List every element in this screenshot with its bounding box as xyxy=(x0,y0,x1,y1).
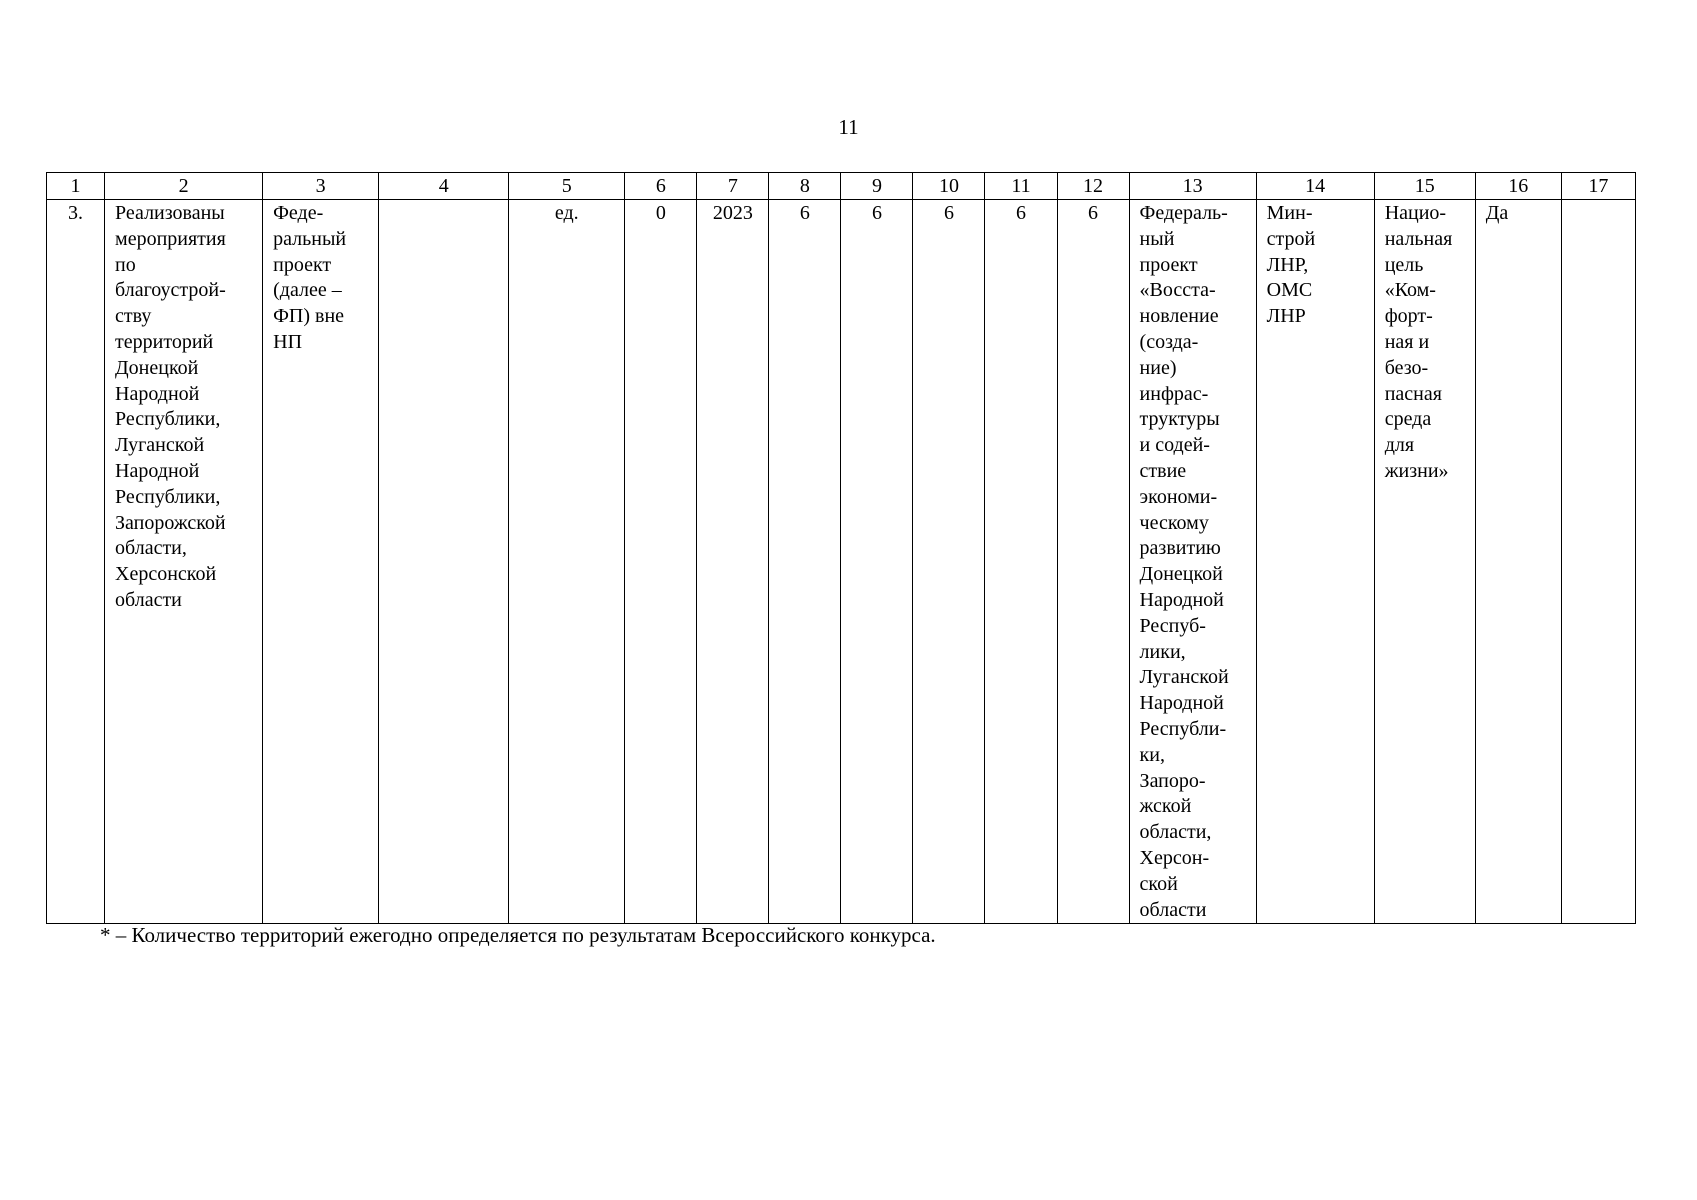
cell-result-name xyxy=(105,200,263,924)
cell-value-10 xyxy=(913,200,985,924)
cell-national-goal xyxy=(1374,200,1475,924)
column-header: 5 xyxy=(509,173,625,200)
cell-base-value xyxy=(625,200,697,924)
value-12-text: 6 xyxy=(1088,202,1099,224)
cell-row-number xyxy=(47,200,105,924)
cell-value-11 xyxy=(985,200,1057,924)
column-header: 10 xyxy=(913,173,985,200)
cell-unit xyxy=(509,200,625,924)
column-header: 3 xyxy=(263,173,379,200)
column-header: 11 xyxy=(985,173,1057,200)
column-header: 6 xyxy=(625,173,697,200)
cell-base-year xyxy=(697,200,769,924)
cell-federal-project xyxy=(1129,200,1256,924)
cell-responsible xyxy=(1256,200,1374,924)
page-number: 11 xyxy=(838,115,859,139)
column-header: 17 xyxy=(1561,173,1635,200)
responsible-text: Мин- строй ЛНР, ОМС ЛНР xyxy=(1266,202,1316,328)
value-8-text: 6 xyxy=(799,202,810,224)
cell-value-9 xyxy=(841,200,913,924)
table-row xyxy=(47,200,1636,924)
value-9-text: 6 xyxy=(871,202,882,224)
column-header: 15 xyxy=(1374,173,1475,200)
column-header: 7 xyxy=(697,173,769,200)
federal-project-text: Федераль- ный проект «Восста- новление (созда- ние) инфрас- труктуры и содей- ствие экономи- ческому развитию Донецкой Народной Респуб- лики, Луганской Народной Республи- ки, Запоро- жской области, Херсон- ской области xyxy=(1139,202,1229,921)
footnote: * – Количество территорий ежегодно определяется по результатам Всероссийского конкурса. xyxy=(100,923,936,947)
unit-text: ед. xyxy=(554,202,579,224)
cell-column-17 xyxy=(1561,200,1635,924)
column-header: 14 xyxy=(1256,173,1374,200)
cell-column-4 xyxy=(379,200,509,924)
value-11-text: 6 xyxy=(1016,202,1026,224)
column-header: 12 xyxy=(1057,173,1129,200)
cell-value-12 xyxy=(1057,200,1129,924)
column-header: 8 xyxy=(769,173,841,200)
cell-column-16 xyxy=(1475,200,1561,924)
column-header: 13 xyxy=(1129,173,1256,200)
national-goal-text: Нацио- нальная цель «Ком- форт- ная и безо- пасная среда для жизни» xyxy=(1384,202,1453,482)
row-number-text: 3. xyxy=(68,202,84,224)
value-10-text: 6 xyxy=(943,202,954,224)
base-value-text: 0 xyxy=(655,202,666,224)
indicators-table xyxy=(46,172,1636,924)
column-header: 1 xyxy=(47,173,105,200)
base-year-text: 2023 xyxy=(712,202,753,224)
cell-value-8 xyxy=(769,200,841,924)
project-type-text: Феде- ральный проект (далее – ФП) вне НП xyxy=(273,202,347,353)
column-header: 2 xyxy=(105,173,263,200)
column-header: 4 xyxy=(379,173,509,200)
result-name-text: Реализованы мероприятия по благоустрой- ству территорий Донецкой Народной Республики, Луганской Народной Республики, Запорожской области, Херсонской области xyxy=(115,202,226,611)
column-16-text: Да xyxy=(1485,202,1509,224)
column-header: 16 xyxy=(1475,173,1561,200)
table-header-row xyxy=(47,173,1636,200)
column-header: 9 xyxy=(841,173,913,200)
cell-project-type xyxy=(263,200,379,924)
